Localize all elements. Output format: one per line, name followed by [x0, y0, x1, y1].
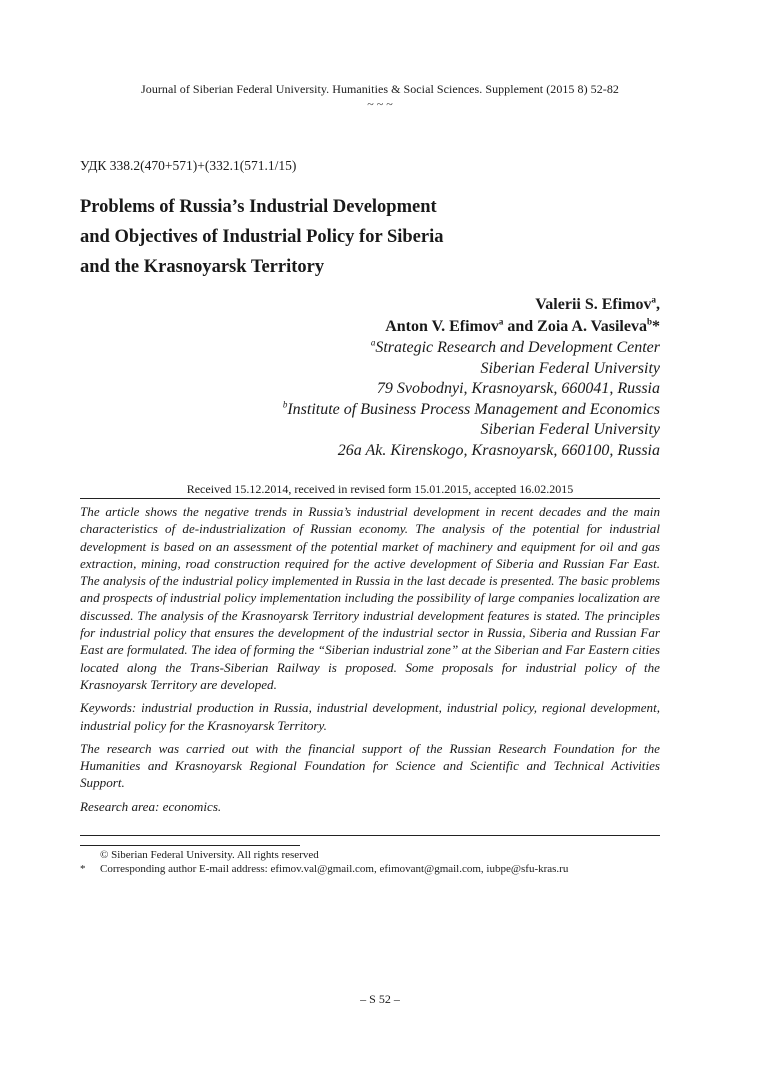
separator: ,: [656, 296, 660, 313]
author-list: [385, 294, 660, 338]
affiliation-line: Siberian Federal University: [480, 421, 660, 438]
abstract-block: [80, 503, 660, 821]
affiliation-line: Siberian Federal University: [480, 359, 660, 377]
divider: [80, 498, 660, 499]
title-line: Problems of Russia’s Industrial Development: [80, 197, 437, 217]
udk-code: УДК 338.2(470+571)+(332.1(571.1/15): [80, 158, 297, 173]
author-name: Valerii S. Efimov: [535, 296, 652, 313]
affiliation-line: [283, 400, 660, 421]
affiliation-line: 79 Svobodnyi, Krasnoyarsk, 660041, Russia: [376, 380, 660, 397]
footnote-marker: *: [80, 863, 86, 875]
article-title: [80, 192, 640, 282]
footnote-text: © Siberian Federal University. All rights reserved: [100, 849, 319, 861]
footnote-marker: [80, 848, 100, 862]
affiliation-marker: b: [282, 399, 288, 410]
abstract-text: The article shows the negative trends in Russia’s industrial development in recent decades and the main characteristics of de-industrialization of Russian economy. The analysis of the potential for industrial development is based on an assessment of the potential market of machinery and equipment for oil and gas extraction, mining, road construction required for the active development of Siberia and Russian Far East. The analysis of the industrial policy implemented in Russia in the last decade is presented. The basic problems and prospects of industrial policy implementation including the possibility of large companies localization are discussed. The analysis of the Krasnoyarsk Territory industrial development features is stated. The principles for industrial policy that ensures the development of the industrial sector in Russia, Siberia and Russian Far East are formulated. The idea of forming the “Siberian industrial zone” at the Siberian and Far Eastern cities located along the Trans-Siberian Railway is proposed. Some proposals for industrial policy of the Krasnoyarsk Territory are developed.: [80, 504, 660, 692]
funding-note: The research was carried out with the financial support of the Russian Research Foundation for the Humanities and Krasnoyarsk Regional Foundation for Science and Scientific and Technical Activities Support.: [80, 740, 660, 791]
footnote-corresponding: [80, 862, 568, 876]
affiliation-marker: a: [370, 337, 376, 348]
title-line: and the Krasnoyarsk Territory: [80, 257, 325, 277]
header-ornament: ~ ~ ~: [367, 97, 393, 111]
page-number: – S 52 –: [360, 992, 400, 1006]
conjunction: and: [503, 318, 538, 335]
affiliations: [283, 338, 660, 461]
footnotes: [80, 848, 568, 876]
footnote-text: Corresponding author E-mail address: efimov.val@gmail.com, efimovant@gmail.com, iubpe@sfu-kras.ru: [100, 863, 569, 875]
journal-header: Journal of Siberian Federal University. Humanities & Social Sciences. Supplement (2015 8) 52-82: [141, 82, 619, 96]
affiliation-text: Institute of Business Process Management and Economics: [287, 400, 660, 418]
research-area: Research area: economics.: [80, 798, 222, 814]
author-name: Anton V. Efimov: [385, 318, 499, 335]
author-line: [385, 316, 660, 338]
corresponding-marker: *: [652, 318, 660, 335]
title-line: and Objectives of Industrial Policy for Siberia: [80, 227, 444, 247]
divider: [80, 835, 660, 836]
footnote-copyright: [80, 848, 568, 862]
affiliation-text: Strategic Research and Development Center: [375, 339, 660, 356]
affiliation-marker: b: [646, 316, 652, 327]
received-dates: Received 15.12.2014, received in revised form 15.01.2015, accepted 16.02.2015: [186, 482, 574, 496]
affiliation-line: 26a Ak. Kirenskogo, Krasnoyarsk, 660100, Russia: [337, 441, 660, 459]
keywords: Keywords: industrial production in Russia, industrial development, industrial policy, regional development, industrial policy for the Krasnoyarsk Territory.: [80, 700, 660, 733]
author-line: [385, 294, 660, 316]
affiliation-line: [283, 338, 660, 359]
affiliation-marker: a: [498, 316, 504, 327]
author-name: Zoia A. Vasileva: [537, 318, 647, 335]
affiliation-marker: a: [651, 294, 656, 305]
footnote-divider: [80, 845, 300, 846]
